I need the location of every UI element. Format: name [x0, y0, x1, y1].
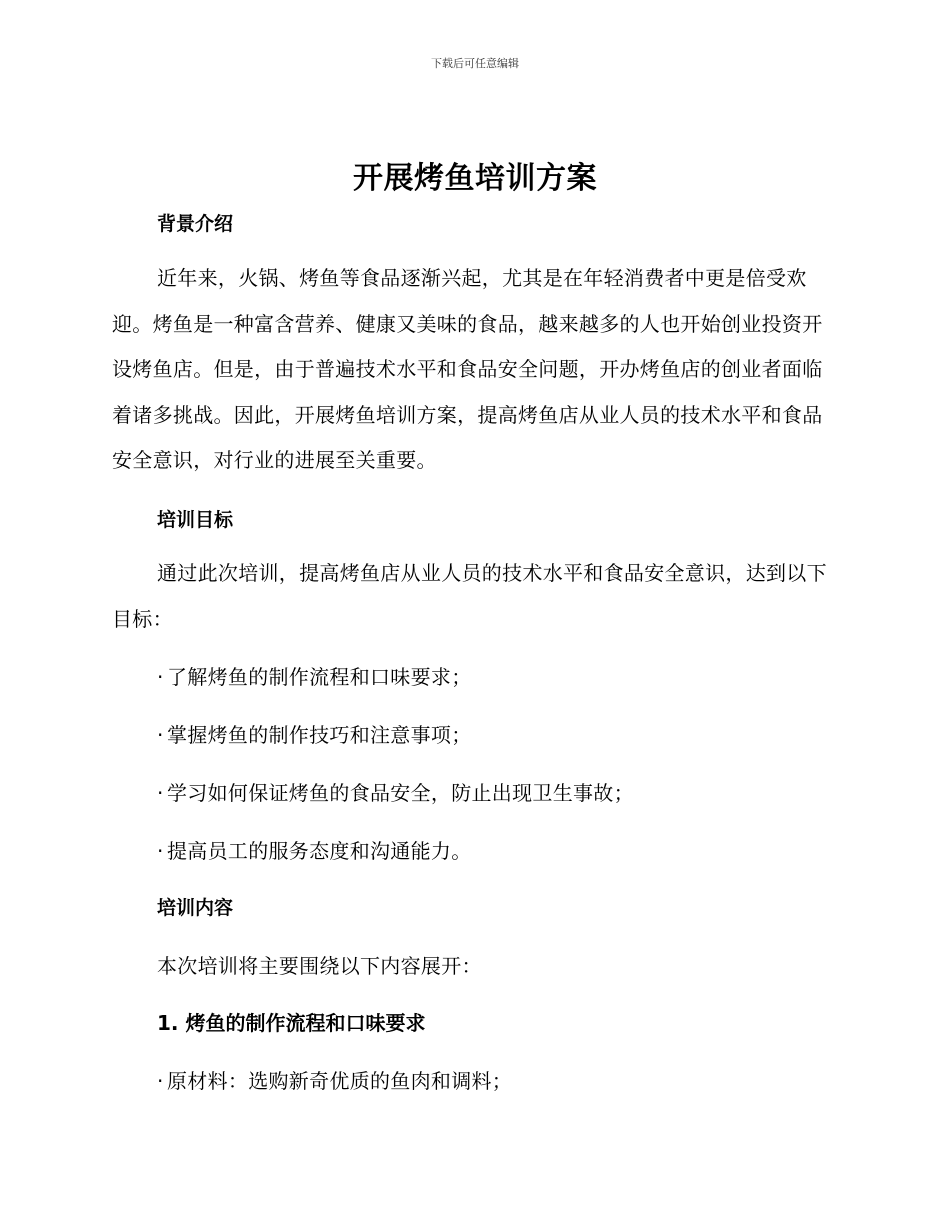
background-paragraph: 近年来，火锅、烤鱼等食品逐渐兴起，尤其是在年轻消费者中更是倍受欢迎。烤鱼是一种富含营养、健康又美味的食品，越来越多的人也开始创业投资开设烤鱼店。但是，由于普遍技术水平和食品安全问题，开办烤鱼店的创业者面临着诸多挑战。因此，开展烤鱼培训方案，提高烤鱼店从业人员的技术水平和食品安全意识，对行业的进展至关重要。: [112, 266, 823, 472]
content-intro: 本次培训将主要围绕以下内容展开：: [157, 954, 482, 978]
bullet-dot-icon: ·: [157, 839, 164, 863]
content-sub1-heading-block: [112, 1007, 832, 1036]
list-item: · 掌握烤鱼的制作技巧和注意事项；: [157, 723, 472, 747]
goals-bullet-2-block: [112, 719, 832, 748]
goals-bullet-4-block: [112, 835, 832, 864]
content-heading: 培训内容: [157, 897, 234, 919]
list-item: · 提高员工的服务态度和沟通能力。: [157, 839, 472, 863]
goals-heading: 培训目标: [157, 509, 234, 531]
section-heading-content: [112, 893, 832, 920]
content-sub1-heading: 1. 烤鱼的制作流程和口味要求: [157, 1011, 426, 1035]
content-intro-block: [112, 950, 832, 979]
goals-bullet-1-block: [112, 661, 832, 690]
bullet-dot-icon: ·: [157, 723, 164, 747]
background-heading: 背景介绍: [157, 213, 234, 235]
bullet-dot-icon: ·: [157, 781, 164, 805]
section-heading-background: [112, 209, 832, 236]
bullet-dot-icon: ·: [157, 665, 164, 689]
goals-intro: 通过此次培训，提高烤鱼店从业人员的技术水平和食品安全意识，达到以下目标：: [112, 561, 827, 631]
section-heading-goals: [112, 505, 832, 532]
list-item: · 学习如何保证烤鱼的食品安全，防止出现卫生事故；: [157, 781, 634, 805]
bullet-dot-icon: ·: [157, 1069, 164, 1093]
list-item: · 原材料：选购新奇优质的鱼肉和调料；: [157, 1069, 513, 1093]
header-note: 下载后可任意编辑: [431, 57, 519, 70]
background-section: [112, 256, 832, 484]
goals-bullet-3-block: [112, 777, 832, 806]
document-title: 开展烤鱼培训方案: [353, 161, 597, 196]
content-sub1-bullet-block: [112, 1065, 832, 1094]
list-item: · 了解烤鱼的制作流程和口味要求；: [157, 665, 472, 689]
goals-intro-block: [112, 551, 832, 642]
